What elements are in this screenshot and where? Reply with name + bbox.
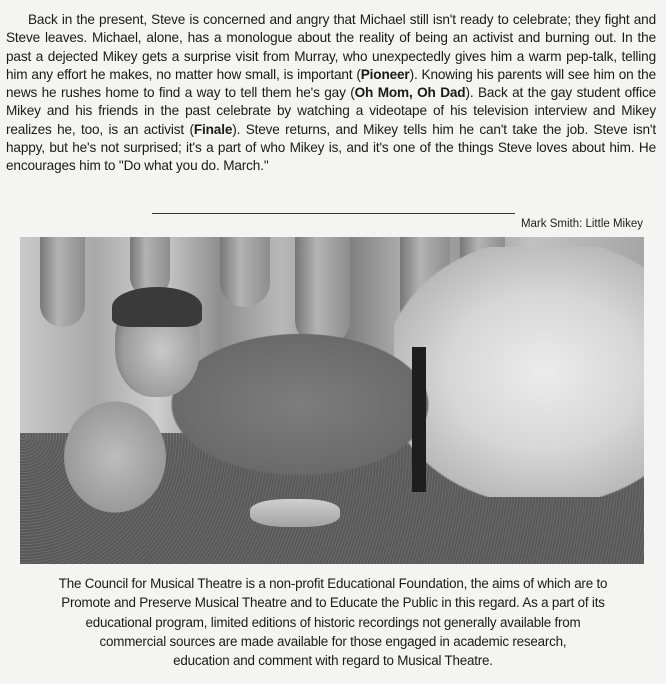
- footer-line: Promote and Preserve Musical Theatre and to Educate the Public in this regard. As a part of its: [61, 595, 605, 611]
- synopsis-segment: ). Knowing his parents will see him on the news he rushes home to find a way to tell them he's gay (: [6, 66, 656, 101]
- photo-arm: [60, 397, 170, 517]
- photo-hair: [112, 287, 202, 327]
- song-title-pioneer: Pioneer: [360, 66, 410, 82]
- footer-line: educational program, limited editions of historic recordings not generally available from: [85, 614, 581, 630]
- footer-line: The Council for Musical Theatre is a non-profit Educational Foundation, the aims of which are to: [58, 576, 608, 591]
- song-title-finale: Finale: [193, 121, 233, 137]
- photo-leg: [40, 237, 85, 327]
- foundation-statement: [10, 574, 656, 670]
- section-divider: [152, 213, 515, 214]
- song-title-oh-mom-oh-dad: Oh Mom, Oh Dad: [354, 85, 466, 101]
- synopsis-segment: Back in the present, Steve is concerned and angry that Michael still isn't ready to celebrate; they fight and Steve leaves. Michael, alone, has a monologue about the reality of being an activist and burning out. In the past a dejected Mikey gets a surprise visit from Murray, who unexpectedly gives him a warm pep-talk, telling him any effort he makes, no matter how small, is important (: [6, 12, 656, 82]
- synopsis-segment: ). Back at the gay student office Mikey and his friends in the past celebrate by watching a videotape of his television interview and Mikey realizes he, too, is an activist (: [6, 85, 656, 137]
- photo-hand: [250, 499, 340, 527]
- footer-line: commercial sources are made available for those engaged in academic research,: [99, 633, 567, 649]
- cast-photo: [20, 237, 644, 564]
- photo-caption: Mark Smith: Little Mikey: [520, 218, 643, 230]
- photo-belt: [412, 347, 426, 492]
- synopsis-text: [6, 11, 656, 176]
- synopsis-segment: ). Steve returns, and Mikey tells him he can't take the job. Steve isn't happy, but he's not surprised; it's a part of who Mikey is, and it's one of the things Steve loves about him. He encourages him to "Do what you do. March.": [6, 121, 656, 174]
- footer-line: education and comment with regard to Musical Theatre.: [173, 653, 493, 669]
- synopsis-paragraph: [6, 11, 656, 176]
- photo-leg: [220, 237, 270, 307]
